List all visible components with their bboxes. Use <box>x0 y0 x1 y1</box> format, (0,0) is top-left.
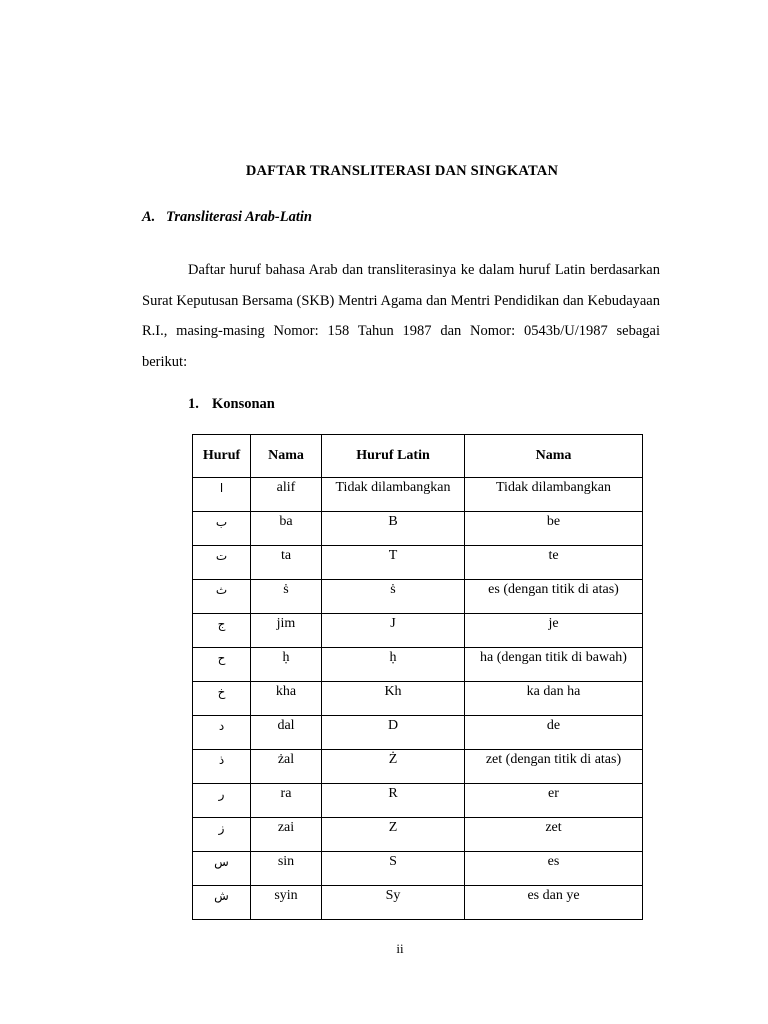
section-title: Transliterasi Arab-Latin <box>166 209 312 225</box>
page-number: ii <box>396 941 404 956</box>
letter-name-cell: syin <box>251 886 322 920</box>
latin-letter-cell: Ż <box>322 750 465 784</box>
letter-name-cell: ḥ <box>251 648 322 682</box>
arabic-letter-cell: ا <box>193 478 251 512</box>
latin-name-cell: je <box>465 614 643 648</box>
latin-name-cell: er <box>465 784 643 818</box>
table-row <box>193 716 643 750</box>
arabic-letter-cell: س <box>193 852 251 886</box>
latin-letter-cell: T <box>322 546 465 580</box>
latin-letter-cell: D <box>322 716 465 750</box>
header-huruf: Huruf <box>193 435 251 478</box>
latin-letter-cell: Kh <box>322 682 465 716</box>
section-heading <box>142 209 312 226</box>
subsection-number: 1. <box>188 396 199 412</box>
arabic-letter-cell: ذ <box>193 750 251 784</box>
letter-name-cell: jim <box>251 614 322 648</box>
latin-letter-cell: ṡ <box>322 580 465 614</box>
letter-name-cell: alif <box>251 478 322 512</box>
arabic-letter-cell: ش <box>193 886 251 920</box>
arabic-letter-cell: ز <box>193 818 251 852</box>
latin-name-cell: ha (dengan titik di bawah) <box>465 648 643 682</box>
latin-name-cell: ka dan ha <box>465 682 643 716</box>
arabic-letter-cell: ث <box>193 580 251 614</box>
header-nama: Nama <box>251 435 322 478</box>
latin-name-cell: zet (dengan titik di atas) <box>465 750 643 784</box>
letter-name-cell: kha <box>251 682 322 716</box>
table-row <box>193 852 643 886</box>
table-row <box>193 614 643 648</box>
table-row <box>193 512 643 546</box>
table-row <box>193 648 643 682</box>
latin-name-cell: Tidak dilambangkan <box>465 478 643 512</box>
table-row <box>193 886 643 920</box>
arabic-letter-cell: ج <box>193 614 251 648</box>
letter-name-cell: dal <box>251 716 322 750</box>
subsection-heading <box>188 396 275 413</box>
latin-letter-cell: J <box>322 614 465 648</box>
letter-name-cell: żal <box>251 750 322 784</box>
table-row <box>193 546 643 580</box>
table-row <box>193 784 643 818</box>
letter-name-cell: ṡ <box>251 580 322 614</box>
latin-letter-cell: R <box>322 784 465 818</box>
section-letter: A. <box>142 209 156 225</box>
document-title: DAFTAR TRANSLITERASI DAN SINGKATAN <box>245 163 559 179</box>
latin-letter-cell: B <box>322 512 465 546</box>
latin-name-cell: es (dengan titik di atas) <box>465 580 643 614</box>
latin-letter-cell: S <box>322 852 465 886</box>
latin-name-cell: es <box>465 852 643 886</box>
latin-letter-cell: Tidak dilambangkan <box>322 478 465 512</box>
letter-name-cell: ta <box>251 546 322 580</box>
arabic-letter-cell: ت <box>193 546 251 580</box>
subsection-title: Konsonan <box>212 396 275 412</box>
latin-name-cell: de <box>465 716 643 750</box>
latin-name-cell: es dan ye <box>465 886 643 920</box>
latin-letter-cell: Z <box>322 818 465 852</box>
arabic-letter-cell: ب <box>193 512 251 546</box>
latin-name-cell: te <box>465 546 643 580</box>
header-nama-latin: Nama <box>465 435 643 478</box>
table-body <box>193 478 643 920</box>
consonant-table <box>192 434 643 920</box>
latin-letter-cell: Sy <box>322 886 465 920</box>
arabic-letter-cell: د <box>193 716 251 750</box>
table-row <box>193 682 643 716</box>
latin-name-cell: zet <box>465 818 643 852</box>
letter-name-cell: zai <box>251 818 322 852</box>
letter-name-cell: ba <box>251 512 322 546</box>
table-row <box>193 478 643 512</box>
letter-name-cell: ra <box>251 784 322 818</box>
latin-letter-cell: ḥ <box>322 648 465 682</box>
table-row <box>193 580 643 614</box>
arabic-letter-cell: ح <box>193 648 251 682</box>
table-row <box>193 818 643 852</box>
table-header-row <box>193 435 643 478</box>
header-huruf-latin: Huruf Latin <box>322 435 465 478</box>
arabic-letter-cell: ر <box>193 784 251 818</box>
arabic-letter-cell: خ <box>193 682 251 716</box>
latin-name-cell: be <box>465 512 643 546</box>
letter-name-cell: sin <box>251 852 322 886</box>
table-row <box>193 750 643 784</box>
intro-paragraph: Daftar huruf bahasa Arab dan transliterasinya ke dalam huruf Latin berdasarkan Surat Keputusan Bersama (SKB) Mentri Agama dan Mentri Pendidikan dan Kebudayaan R.I., masing-masing Nomor: 158 Tahun 1987 dan Nomor: 0543b/U/1987 sebagai berikut: <box>142 262 660 370</box>
